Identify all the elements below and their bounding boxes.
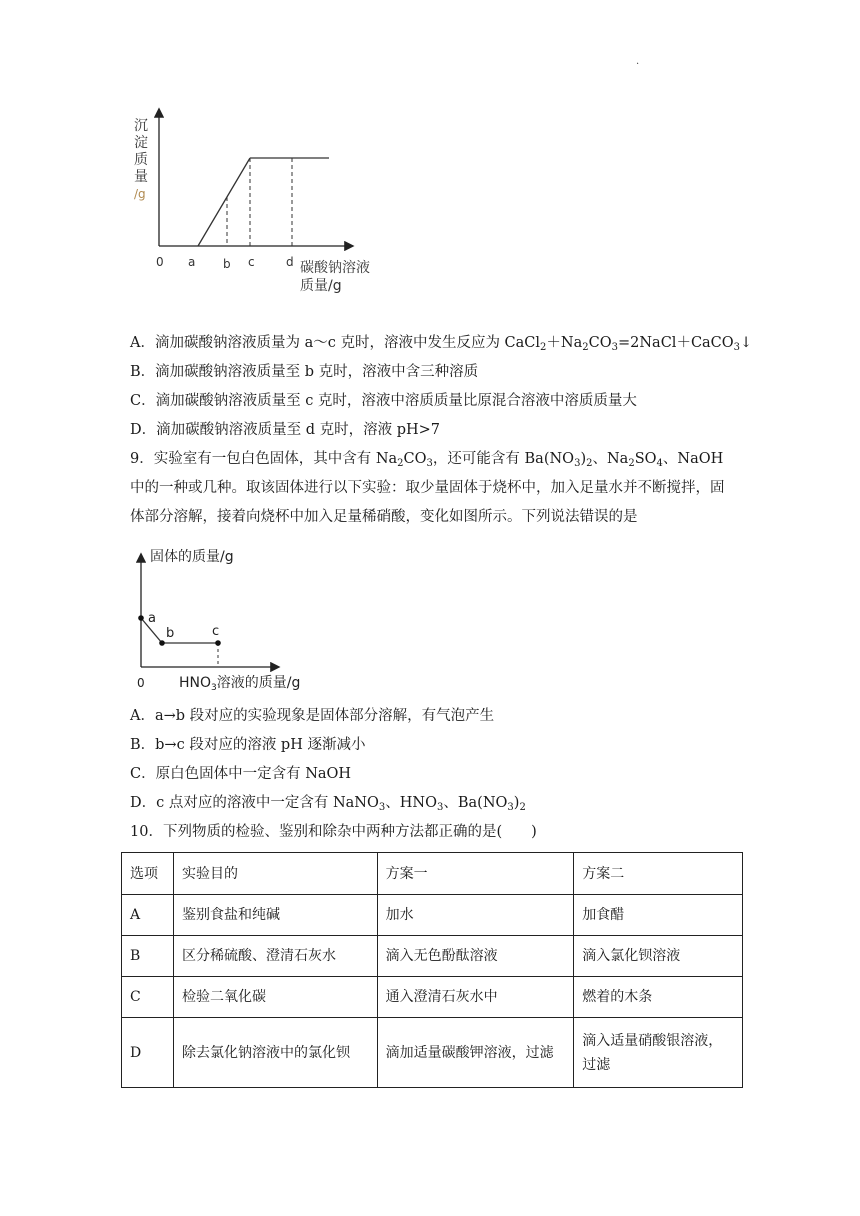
q8-tick-d: d <box>286 255 294 269</box>
q10-options-table <box>121 852 743 1088</box>
q8-y-label-3: 质 <box>134 152 148 168</box>
table-cell: 加水 <box>377 895 574 936</box>
q9-label-c: c <box>212 624 220 639</box>
q9-origin: 0 <box>137 676 145 690</box>
q9-x-label: $HNO_3$溶液的质量/g <box>179 675 301 693</box>
table-cell: C <box>122 977 174 1018</box>
q9-solid-mass-chart <box>128 545 318 695</box>
q8-tick-a: a <box>188 255 196 269</box>
table-header-row <box>122 853 743 895</box>
table-row <box>122 895 743 936</box>
q9-option-d: D．c 点对应的溶液中一定含有 NaNO$_3$、$HNO_3$、$Ba(NO_3)_2$ <box>130 795 526 813</box>
table-cell: 除去氯化钠溶液中的氯化钡 <box>173 1018 377 1088</box>
table-header-cell: 实验目的 <box>173 853 377 895</box>
q9-point-a <box>138 615 144 621</box>
q9-label-a: a <box>148 611 156 626</box>
table-cell: 滴入适量硝酸银溶液，过滤 <box>574 1018 743 1088</box>
q8-option-d: D．滴加碳酸钠溶液质量至 d 克时，溶液 pH>7 <box>130 422 441 438</box>
q8-y-label-5: /g <box>134 187 146 201</box>
q9-stem: 9．实验室有一包白色固体，其中含有 $Na_2CO_3$，还可能含有 $Ba(NO_3)_2$、$Na_2SO_4$、NaOH 中的一种或几种。取该固体进行以下实验：取少量固体于烧杯中，加入足量水并不断搅拌，固体部分溶解，接着向烧杯中加入足量稀硝酸，变化如图所示。下列说法错误的是 <box>130 451 725 525</box>
q8-tick-0: 0 <box>156 255 164 269</box>
q9-y-label: 固体的质量/g <box>150 549 234 565</box>
table-cell: 通入澄清石灰水中 <box>377 977 574 1018</box>
table-header-cell: 方案二 <box>574 853 743 895</box>
q9-label-b: b <box>166 626 175 641</box>
q8-x-label-1: 碳酸钠溶液 <box>300 260 370 276</box>
q8-x-label-2: 质量/g <box>300 278 342 294</box>
q8-y-label-2: 淀 <box>134 135 148 151</box>
table-cell: A <box>122 895 174 936</box>
q8-tick-b: b <box>223 257 231 271</box>
table-row <box>122 1018 743 1088</box>
table-header-cell: 选项 <box>122 853 174 895</box>
table-row <box>122 977 743 1018</box>
header-mark: . <box>636 56 640 67</box>
table-cell: 检验二氧化碳 <box>173 977 377 1018</box>
q8-y-label-4: 量 <box>134 169 148 185</box>
table-cell: B <box>122 936 174 977</box>
q8-option-b: B．滴加碳酸钠溶液质量至 b 克时，溶液中含三种溶质 <box>130 364 479 380</box>
table-cell: 加食醋 <box>574 895 743 936</box>
table-row <box>122 936 743 977</box>
q9-option-b: B．b→c 段对应的溶液 pH 逐渐减小 <box>130 737 366 753</box>
q9-point-c <box>215 640 221 646</box>
table-cell: 区分稀硫酸、澄清石灰水 <box>173 936 377 977</box>
q8-option-c: C．滴加碳酸钠溶液质量至 c 克时，溶液中溶质质量比原混合溶液中溶质质量大 <box>130 393 637 409</box>
table-cell: 鉴别食盐和纯碱 <box>173 895 377 936</box>
q8-precipitate-chart <box>126 104 396 300</box>
table-cell: 滴加适量碳酸钾溶液，过滤 <box>377 1018 574 1088</box>
q10-stem: 10．下列物质的检验、鉴别和除杂中两种方法都正确的是( ) <box>130 824 537 840</box>
table-cell: 滴入氯化钡溶液 <box>574 936 743 977</box>
q9-option-c: C．原白色固体中一定含有 NaOH <box>130 766 352 782</box>
q8-y-label-1: 沉 <box>134 118 148 134</box>
table-cell: 滴入无色酚酞溶液 <box>377 936 574 977</box>
q9-point-b <box>159 640 165 646</box>
q8-tick-c: c <box>248 255 255 269</box>
q8-option-a: A．滴加碳酸钠溶液质量为 a～c 克时，溶液中发生反应为 $CaCl_2+Na_2CO_3=2NaCl+CaCO_3↓$ <box>130 335 753 353</box>
table-header-cell: 方案一 <box>377 853 574 895</box>
table-cell: 燃着的木条 <box>574 977 743 1018</box>
q9-option-a: A．a→b 段对应的实验现象是固体部分溶解，有气泡产生 <box>130 708 495 724</box>
q8-rising-segment <box>198 158 250 246</box>
table-cell: D <box>122 1018 174 1088</box>
